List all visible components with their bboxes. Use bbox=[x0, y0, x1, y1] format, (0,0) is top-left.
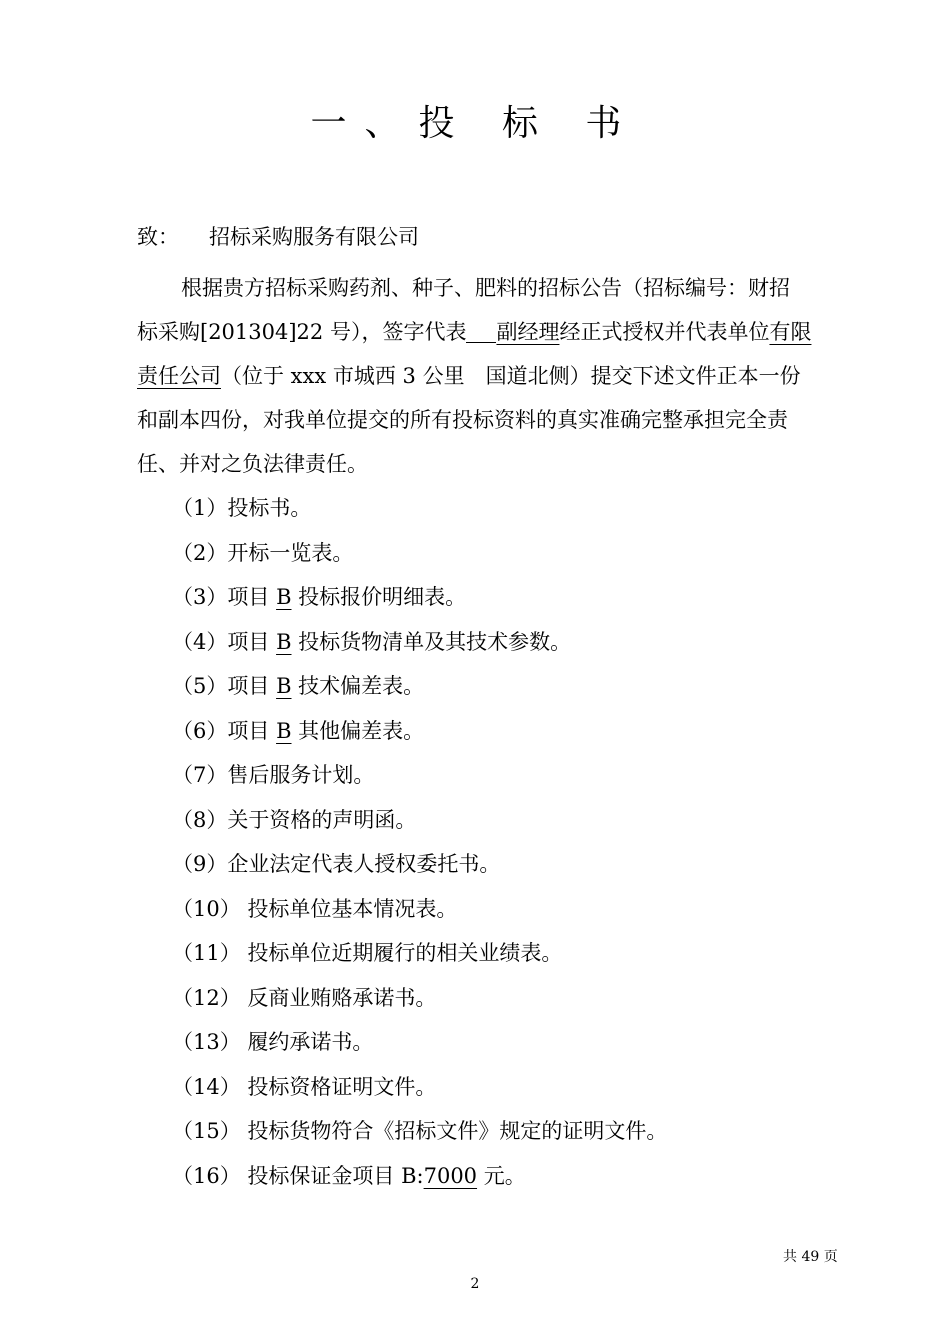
list-item-underlined: B bbox=[276, 585, 292, 609]
list-item-text: 投标单位基本情况表。 bbox=[240, 896, 458, 921]
paragraph-line-1: 根据贵方招标采购药剂、种子、肥料的招标公告（招标编号：财招 bbox=[181, 276, 790, 300]
list-item-number: （13） bbox=[172, 1030, 241, 1054]
list-item bbox=[172, 577, 667, 622]
list-item bbox=[172, 844, 667, 889]
list-item-text: 开标一览表。 bbox=[227, 540, 354, 565]
list-item-text: 投标单位近期履行的相关业绩表。 bbox=[240, 941, 563, 965]
list-item bbox=[172, 533, 667, 578]
list-item-number: （1） bbox=[172, 496, 228, 520]
list-item bbox=[172, 1022, 667, 1067]
list-item-number: （9） bbox=[172, 852, 228, 876]
document-title: 一、投 标 书 bbox=[310, 103, 640, 144]
signatory-title: 副经理 bbox=[496, 320, 560, 344]
list-item-text: 投标保证金项目 B: bbox=[240, 1163, 424, 1188]
list-item-number: （16） bbox=[172, 1163, 241, 1188]
list-item-underlined: 7000 bbox=[423, 1163, 478, 1188]
list-item-text-tail: 技术偏差表。 bbox=[291, 674, 425, 698]
list-item-number: （4） bbox=[172, 629, 228, 654]
list-item bbox=[172, 800, 667, 845]
list-item-text-tail: 其他偏差表。 bbox=[291, 718, 425, 743]
page-number: 2 bbox=[470, 1276, 480, 1292]
list-item-text-tail: 投标报价明细表。 bbox=[291, 585, 467, 609]
list-item bbox=[172, 711, 667, 756]
list-item-number: （2） bbox=[172, 540, 228, 565]
list-item bbox=[172, 622, 667, 667]
list-item-text: 投标货物符合《招标文件》规定的证明文件。 bbox=[240, 1119, 668, 1143]
list-item-underlined: B bbox=[276, 674, 292, 698]
recipient-name: 招标采购服务有限公司 bbox=[209, 225, 419, 249]
list-item bbox=[172, 889, 667, 934]
paragraph-line-5: 任、并对之负法律责任。 bbox=[137, 452, 368, 476]
list-item-text: 项目 bbox=[227, 674, 277, 698]
list-item-number: （8） bbox=[172, 807, 228, 832]
list-item-text: 企业法定代表人授权委托书。 bbox=[227, 852, 501, 876]
list-item-text: 项目 bbox=[227, 718, 277, 743]
list-item-text: 履约承诺书。 bbox=[240, 1030, 374, 1054]
list-item-number: （12） bbox=[172, 985, 241, 1010]
list-item-number: （5） bbox=[172, 674, 228, 698]
list-item-number: （11） bbox=[172, 941, 241, 965]
total-pages: 共 49 页 bbox=[783, 1249, 838, 1265]
list-item bbox=[172, 1067, 667, 1112]
list-item-text: 售后服务计划。 bbox=[227, 763, 375, 787]
list-item-text: 项目 bbox=[227, 629, 277, 654]
list-item-underlined: B bbox=[276, 629, 292, 654]
list-item-text: 投标资格证明文件。 bbox=[240, 1074, 437, 1099]
paragraph-line-4: 和副本四份，对我单位提交的所有投标资料的真实准确完整承担完全责 bbox=[137, 408, 788, 432]
list-item-text-tail: 元。 bbox=[477, 1163, 526, 1188]
list-item-text: 投标书。 bbox=[227, 496, 312, 520]
list-item-underlined: B bbox=[276, 718, 292, 743]
list-item-number: （7） bbox=[172, 763, 228, 787]
list-item bbox=[172, 666, 667, 711]
company-name-part1: 有限 bbox=[769, 320, 812, 344]
document-list bbox=[172, 488, 667, 1200]
list-item-text-tail: 投标货物清单及其技术参数。 bbox=[291, 629, 572, 654]
list-item-number: （10） bbox=[172, 896, 241, 921]
salutation bbox=[137, 222, 419, 252]
list-item bbox=[172, 978, 667, 1023]
list-item bbox=[172, 1156, 667, 1201]
paragraph-line-3: 责任公司（位于 xxx 市城西 3 公里 国道北侧）提交下述文件正本一份 bbox=[137, 364, 801, 388]
body-paragraph bbox=[137, 266, 840, 486]
list-item-text: 反商业贿赂承诺书。 bbox=[240, 985, 437, 1010]
list-item bbox=[172, 933, 667, 978]
list-item-text: 项目 bbox=[227, 585, 277, 609]
list-item-number: （3） bbox=[172, 585, 228, 609]
company-name-part2: 责任公司 bbox=[137, 364, 221, 388]
list-item-number: （14） bbox=[172, 1074, 241, 1099]
list-item-text: 关于资格的声明函。 bbox=[227, 807, 417, 832]
paragraph-line-2: 标采购[201304]22 号），签字代表 副经理经正式授权并代表单位有限 bbox=[137, 320, 812, 344]
list-item bbox=[172, 755, 667, 800]
list-item-number: （15） bbox=[172, 1119, 241, 1143]
salutation-label: 致： bbox=[137, 225, 179, 249]
list-item bbox=[172, 488, 667, 533]
list-item-number: （6） bbox=[172, 718, 228, 743]
list-item bbox=[172, 1111, 667, 1156]
